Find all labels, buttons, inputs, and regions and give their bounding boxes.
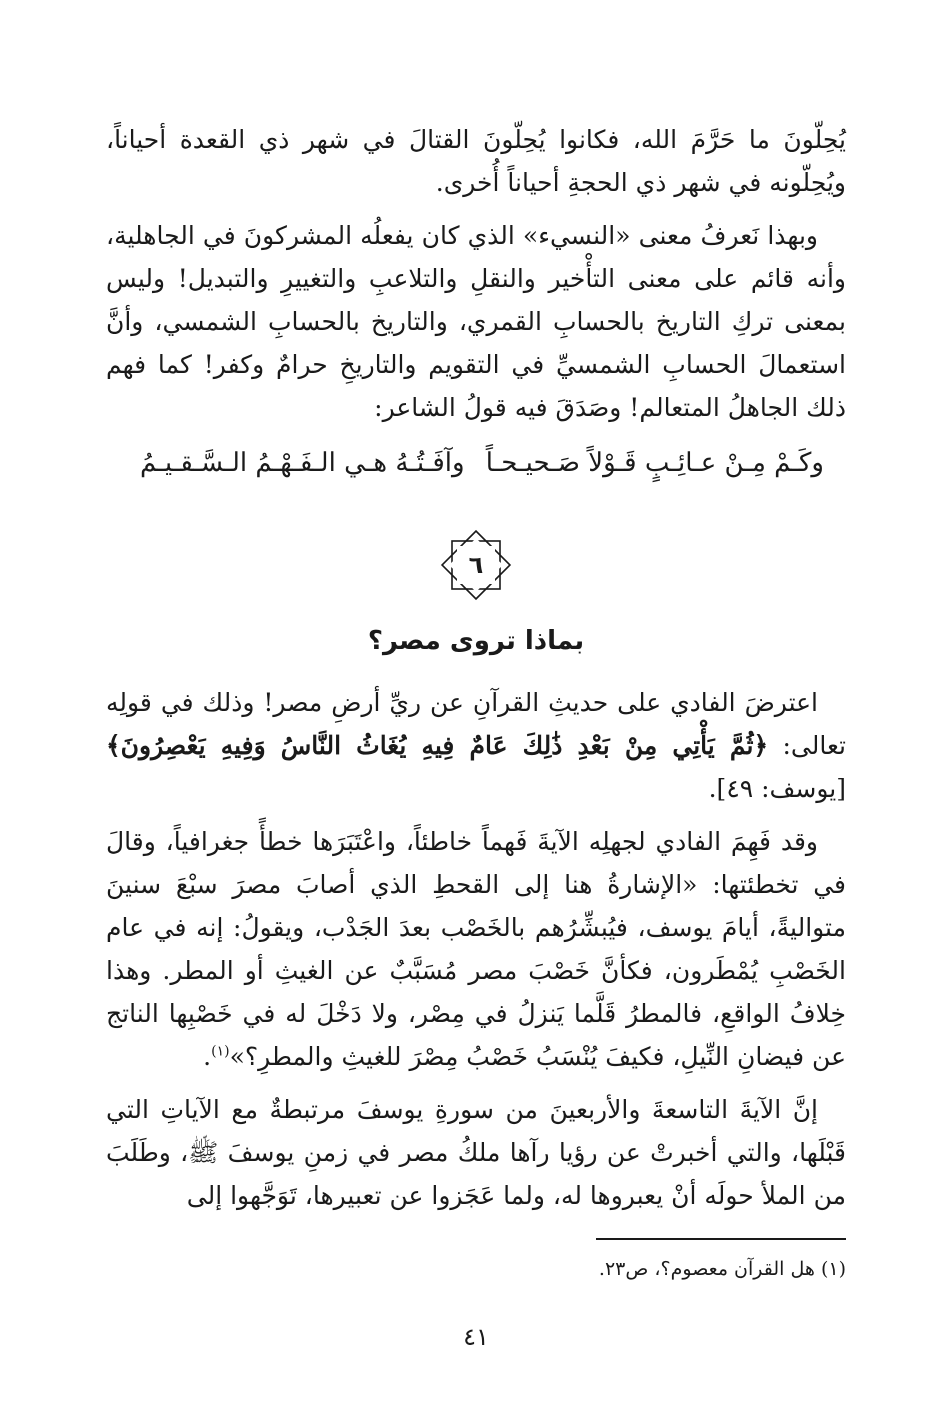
poem-verse	[106, 443, 846, 483]
paragraph-4	[106, 820, 846, 1078]
paragraph-1: يُحِلّونَ ما حَرَّمَ الله، فكانوا يُحِلّونَ القتالَ في شهر ذي القعدة أحياناً، ويُحِلّونه في شهر ذي الحجةِ أحياناً أُخرى.	[106, 125, 846, 197]
page-body	[106, 118, 846, 1217]
footnote-marker: (١)	[211, 1043, 230, 1060]
footnote: (١) هل القرآن معصوم؟، ص٢٣.	[598, 1258, 846, 1280]
paragraph-3	[106, 681, 846, 810]
paragraph-4-text: وقد فَهِمَ الفادي لجهلِه الآيةَ فَهماً خاطئاً، واعْتَبَرَها خطأً جغرافياً، وقالَ في تخطئتها: «الإشارةُ هنا إلى القحطِ الذي أصابَ مصرَ سبْعَ سنينَ متواليةً، أيامَ يوسف، فيُبشِّرُهم بالخَصْب بعدَ الجَدْب، ويقولُ: إنه في عام الخَصْبِ يُمْطَرون، فكأنَّ خَصْبَ مصر مُسَبَّبٌ عن الغيثِ أو المطر. وهذا خِلافُ الواقعِ، فالمطرُ قَلَّما يَنزلُ في مِصْر، ولا دَخْلَ له في خَصْبِها الناتج عن فيضانِ النِّيلِ، فكيفَ يُنْسَبُ خَصْبُ مِصْرَ للغيثِ والمطرِ؟»	[106, 827, 846, 1071]
poem-first-hemistich: وكَـمْ مِـنْ عـائِـبٍ قَـوْلاً صَـحيـحـاً	[485, 448, 824, 478]
paragraph-4-end: .	[203, 1042, 212, 1071]
footnote-divider	[596, 1238, 846, 1240]
paragraph-5: إنَّ الآيةَ التاسعةَ والأربعينَ من سورةِ يوسفَ مرتبطةٌ مع الآياتِ التي قَبْلَها، والتي أخبرتْ عن رؤيا رآها ملكُ مصر في زمنِ يوسفَ ﷺ، وطَلَبَ من الملأ حولَه أنْ يعبروها له، ولما عَجَزوا عن تعبيرها، تَوَجَّهوا إلى	[106, 1095, 846, 1210]
verse-reference: [يوسف: ٤٩].	[708, 774, 846, 803]
eight-point-star-frame	[434, 523, 518, 607]
section-title: بماذا تروى مصر؟	[367, 626, 585, 656]
page-number: ٤١	[463, 1323, 489, 1351]
paragraph-3-text: اعترضَ الفادي على حديثِ القرآنِ عن ريِّ أرضِ مصر! وذلك في قولِه تعالى:	[106, 688, 846, 760]
quran-verse: ﴿ثُمَّ يَأْتِي مِنْ بَعْدِ ذَٰلِكَ عَامٌ فِيهِ يُغَاثُ النَّاسُ وَفِيهِ يَعْصِرُونَ﴾	[106, 731, 769, 760]
section-number-badge	[106, 523, 846, 607]
paragraph-2: وبهذا نَعرفُ معنى «النسيء» الذي كان يفعلُه المشركونَ في الجاهلية، وأنه قائم على معنى التأْخير والنقلِ والتلاعبِ والتغييرِ والتبديل! وليس بمعنى تركِ التاريخ بالحسابِ القمري، والتاريخ بالحسابِ الشمسي، وأنَّ استعمالَ الحسابِ الشمسيِّ في التقويم والتاريخِ حرامٌ وكفر! كما فهم ذلك الجاهلُ المتعالم! وصَدَقَ فيه قولُ الشاعر:	[106, 221, 846, 422]
section-number: ٦	[468, 551, 484, 579]
poem-second-hemistich: وآفَـتُـهُ هـي الـفَـهْـمُ الـسَّـقـيـمُ	[140, 448, 465, 478]
